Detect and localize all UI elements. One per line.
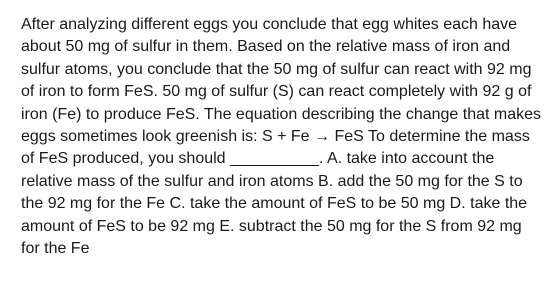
question-text: After analyzing different eggs you conclude that egg whites each have about 50 mg of sulfur in them. Based on the relative mass of iron and sulfur atoms, you conclude that the 50 mg of sulfur can react with 92 mg of iron to form FeS. 50 mg of sulfur (S) can react completely with 92 g of iron (Fe) to produce FeS. The equation describing the change that makes eggs sometimes look greenish is: S + Fe → FeS To determine the mass of FeS produced, you should __________. A. take into account the relative mass of the sulfur and iron atoms B. add the 50 mg for the S to the 92 mg for the Fe C. take the amount of FeS to be 50 mg D. take the amount of FeS to be 92 mg E. subtract the 50 mg for the S from 92 mg for the Fe	[21, 16, 542, 258]
